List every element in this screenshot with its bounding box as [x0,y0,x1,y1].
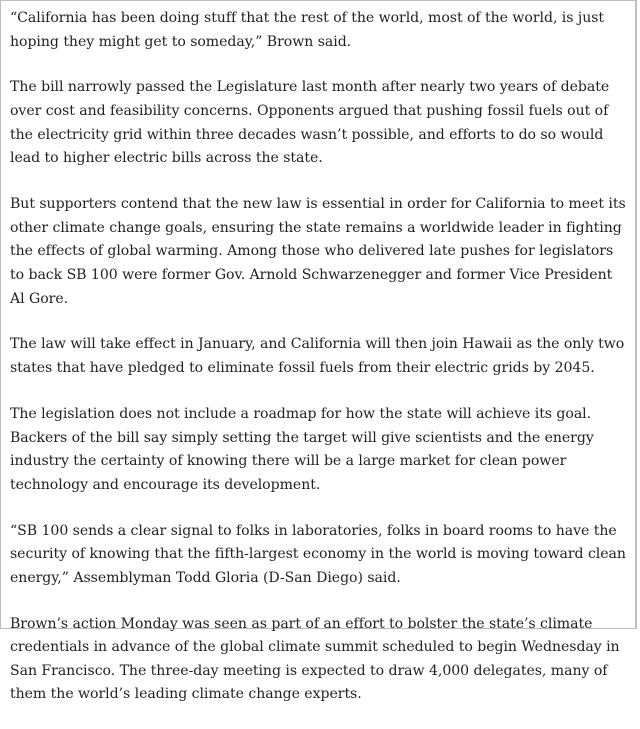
article-paragraph-climate-summit: Brown’s action Monday was seen as part of an effort to bolster the state’s climate credentials in advance of the global climate summit scheduled to begin Wednesday in San Francisco. The three-day meeting is expected to draw 4,000 delegates, many of them the world’s leading climate change experts. [10,615,620,703]
article-paragraph-gloria-quote: “SB 100 sends a clear signal to folks in laboratories, folks in board rooms to have the security of knowing that the fifth-largest economy in the world is moving toward clean energy,” Assemblyman Todd Gloria (D-San Diego) said. [10,522,626,586]
article-paragraph-effective-date: The law will take effect in January, and California will then join Hawaii as the only two states that have pledged to eliminate fossil fuels from their electric grids by 2045. [10,336,625,377]
article-paragraph-roadmap: The legislation does not include a roadmap for how the state will achieve its goal. Backers of the bill say simply setting the target will give scientists and the energy industry the certainty of knowing there will be a large market for clean power technology and encourage its development. [10,405,594,493]
article-paragraph-supporters: But supporters contend that the new law is essential in order for California to meet its other climate change goals, ensuring the state remains a worldwide leader in fighting the effects of global warming. Among those who delivered late pushes for legislators to back SB 100 were former Gov. Arnold Schwarzenegger and former Vice President Al Gore. [10,196,626,307]
article-paragraph-bill-passage: The bill narrowly passed the Legislature last month after nearly two years of debate over cost and feasibility concerns. Opponents argued that pushing fossil fuels out of the electricity grid within three decades wasn’t possible, and efforts to do so would lead to higher electric bills across the state. [10,79,610,167]
article-body [10,7,630,729]
article-paragraph-brown-quote: “California has been doing stuff that the rest of the world, most of the world, is just hoping they might get to someday,” Brown said. [10,10,605,50]
